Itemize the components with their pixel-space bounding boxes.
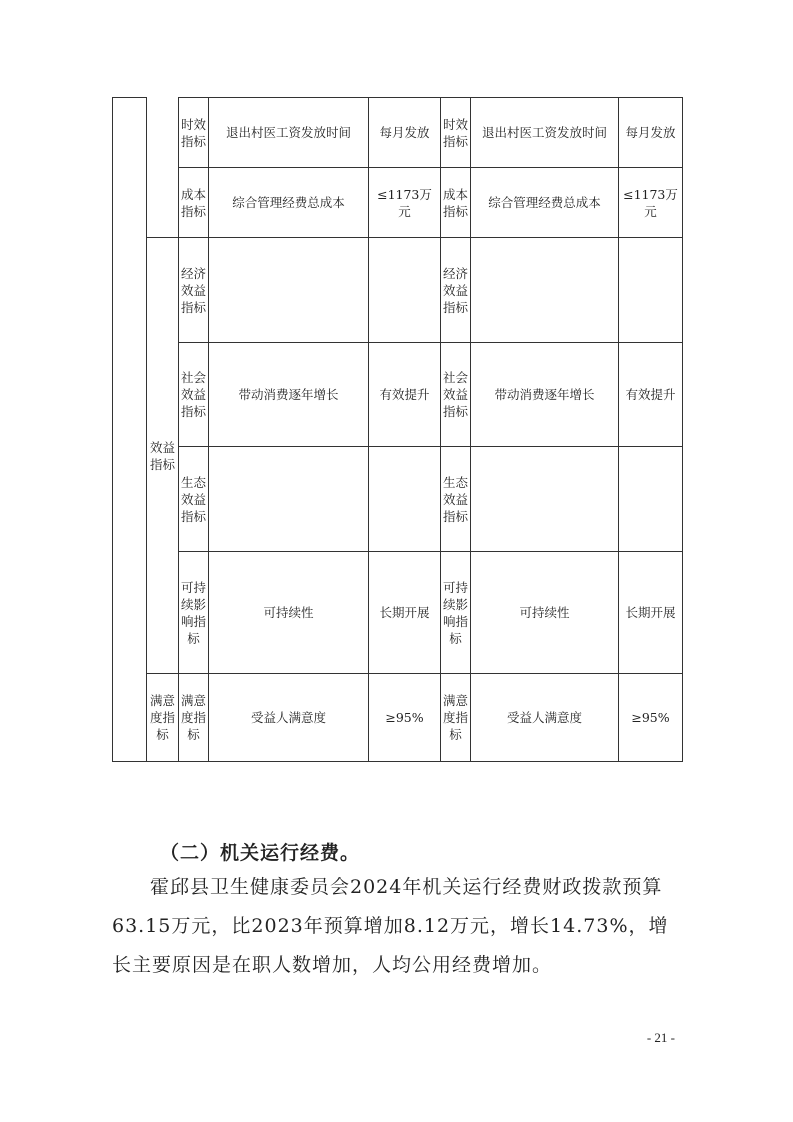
level2-category-cell: 效益指标 bbox=[147, 238, 179, 674]
indicator-value-cell bbox=[619, 447, 683, 552]
level2-category-cell: 满意度指标 bbox=[147, 674, 179, 762]
indicator-value-cell: 每月发放 bbox=[619, 98, 683, 168]
indicator-content-cell: 综合管理经费总成本 bbox=[471, 168, 619, 238]
level3-indicator-cell: 经济效益指标 bbox=[441, 238, 471, 343]
indicator-value-cell: 有效提升 bbox=[619, 343, 683, 447]
table-row bbox=[113, 98, 683, 168]
indicator-value-cell bbox=[369, 238, 441, 343]
section-heading: （二）机关运行经费。 bbox=[160, 842, 361, 864]
indicator-value-cell bbox=[619, 238, 683, 343]
indicator-content-cell: 可持续性 bbox=[471, 552, 619, 674]
table-row bbox=[113, 168, 683, 238]
indicator-value-cell: ≤1173万元 bbox=[619, 168, 683, 238]
indicator-content-cell: 带动消费逐年增长 bbox=[209, 343, 369, 447]
level3-indicator-cell: 可持续影响指标 bbox=[441, 552, 471, 674]
indicator-content-cell: 受益人满意度 bbox=[471, 674, 619, 762]
indicator-content-cell: 可持续性 bbox=[209, 552, 369, 674]
level3-indicator-cell: 社会效益指标 bbox=[179, 343, 209, 447]
level2-category-cell bbox=[147, 98, 179, 238]
indicator-content-cell bbox=[209, 447, 369, 552]
level3-indicator-cell: 时效指标 bbox=[179, 98, 209, 168]
level3-indicator-cell: 时效指标 bbox=[441, 98, 471, 168]
level3-indicator-cell: 生态效益指标 bbox=[179, 447, 209, 552]
indicator-content-cell: 受益人满意度 bbox=[209, 674, 369, 762]
indicator-content-cell bbox=[209, 238, 369, 343]
level3-indicator-cell: 满意度指标 bbox=[441, 674, 471, 762]
level3-indicator-cell: 成本指标 bbox=[179, 168, 209, 238]
performance-indicator-table bbox=[112, 97, 683, 762]
indicator-content-cell: 综合管理经费总成本 bbox=[209, 168, 369, 238]
indicator-value-cell: ≤1173万元 bbox=[369, 168, 441, 238]
indicator-value-cell: ≥95% bbox=[369, 674, 441, 762]
table-row bbox=[113, 447, 683, 552]
level3-indicator-cell: 满意度指标 bbox=[179, 674, 209, 762]
indicator-value-cell: ≥95% bbox=[619, 674, 683, 762]
table-row bbox=[113, 552, 683, 674]
indicator-value-cell: 长期开展 bbox=[369, 552, 441, 674]
indicator-value-cell: 长期开展 bbox=[619, 552, 683, 674]
level3-indicator-cell: 经济效益指标 bbox=[179, 238, 209, 343]
indicator-value-cell: 每月发放 bbox=[369, 98, 441, 168]
level3-indicator-cell: 社会效益指标 bbox=[441, 343, 471, 447]
indicator-value-cell: 有效提升 bbox=[369, 343, 441, 447]
indicator-content-cell bbox=[471, 238, 619, 343]
page-number: - 21 - bbox=[646, 1030, 675, 1045]
indicator-content-cell bbox=[471, 447, 619, 552]
indicator-content-cell: 退出村医工资发放时间 bbox=[471, 98, 619, 168]
indicator-content-cell: 带动消费逐年增长 bbox=[471, 343, 619, 447]
level3-indicator-cell: 可持续影响指标 bbox=[179, 552, 209, 674]
table-row bbox=[113, 674, 683, 762]
indicator-value-cell bbox=[369, 447, 441, 552]
indicator-content-cell: 退出村医工资发放时间 bbox=[209, 98, 369, 168]
level3-indicator-cell: 成本指标 bbox=[441, 168, 471, 238]
table-row bbox=[113, 343, 683, 447]
level1-category-cell bbox=[113, 98, 147, 762]
level3-indicator-cell: 生态效益指标 bbox=[441, 447, 471, 552]
body-paragraph: 霍邱县卫生健康委员会2024年机关运行经费财政拨款预算63.15万元，比2023年预算增加8.12万元，增长14.73%，增长主要原因是在职人数增加，人均公用经费增加。 bbox=[112, 876, 669, 976]
table-row bbox=[113, 238, 683, 343]
